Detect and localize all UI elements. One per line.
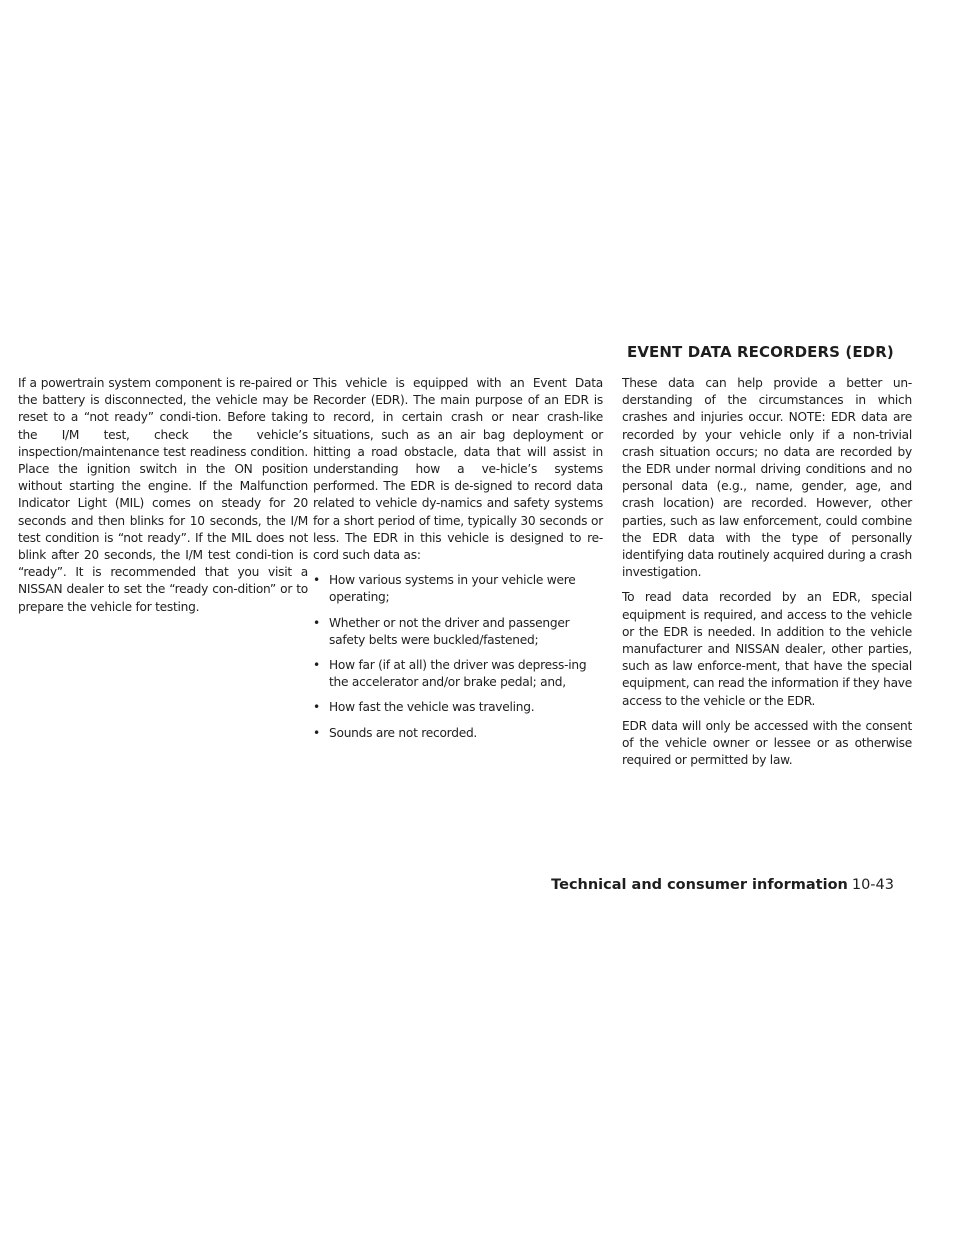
edr-data-list [313,572,603,742]
list-item: • How far (if at all) the driver was depress-ing the accelerator and/or brake pedal; and, [313,657,603,691]
list-item: • Sounds are not recorded. [313,725,603,742]
middle-column [313,375,603,750]
edr-purpose-paragraph: These data can help provide a better un-derstanding of the circumstances in which crashes and injuries occur. NOTE: EDR data are recorded by your vehicle only if a non-trivial crash situation occurs; no data are recorded by the EDR under normal driving conditions and no personal data (e.g., name, gender, age, and crash location) are recorded. However, other parties, such as law enforcement, could combine the EDR data with the type of personally identifying data routinely acquired during a crash investigation. [622,376,912,580]
list-item: • How fast the vehicle was traveling. [313,699,603,716]
edr-intro-paragraph: This vehicle is equipped with an Event Data Recorder (EDR). The main purpose of an EDR is to record, in certain crash or near crash-like situations, such as an air bag deployment or hitting a road obstacle, data that will assist in understanding how a ve-hicle’s systems performed. The EDR is de-signed to record data related to vehicle dy-namics and safety systems for a short period of time, typically 30 seconds or less. The EDR in this vehicle is designed to re-cord such data as: [313,376,603,563]
ready-condition-paragraph: If a powertrain system component is re-paired or the battery is disconnected, the vehicle may be reset to a “not ready” condi-tion. Before taking the I/M test, check the vehicle’s inspection/maintenance test readiness condition. Place the ignition switch in the ON position without starting the engine. If the Malfunction Indicator Light (MIL) comes on steady for 20 seconds and then blinks for 10 seconds, the I/M test condition is “not ready”. If the MIL does not blink after 20 seconds, the I/M test condi-tion is “ready”. It is recommended that you visit a NISSAN dealer to set the “ready con-dition” or to prepare the vehicle for testing. [18,376,308,614]
edr-consent-paragraph: EDR data will only be accessed with the consent of the vehicle owner or lessee or as otherwise required or permitted by law. [622,718,912,768]
left-column [18,375,308,624]
list-item: • How various systems in your vehicle were operating; [313,572,603,606]
chapter-title: Technical and consumer information [551,877,848,893]
right-column [622,375,912,777]
list-item: • Whether or not the driver and passenger safety belts were buckled/fastened; [313,615,603,649]
page-footer [551,877,894,893]
section-heading: EVENT DATA RECORDERS (EDR) [627,343,894,361]
page-number: 10-43 [851,877,894,893]
edr-access-paragraph: To read data recorded by an EDR, special equipment is required, and access to the vehicle or the EDR is needed. In addition to the vehicle manufacturer and NISSAN dealer, other parties, such as law enforce-ment, that have the special equipment, can read the information if they have access to the vehicle or the EDR. [622,590,912,708]
